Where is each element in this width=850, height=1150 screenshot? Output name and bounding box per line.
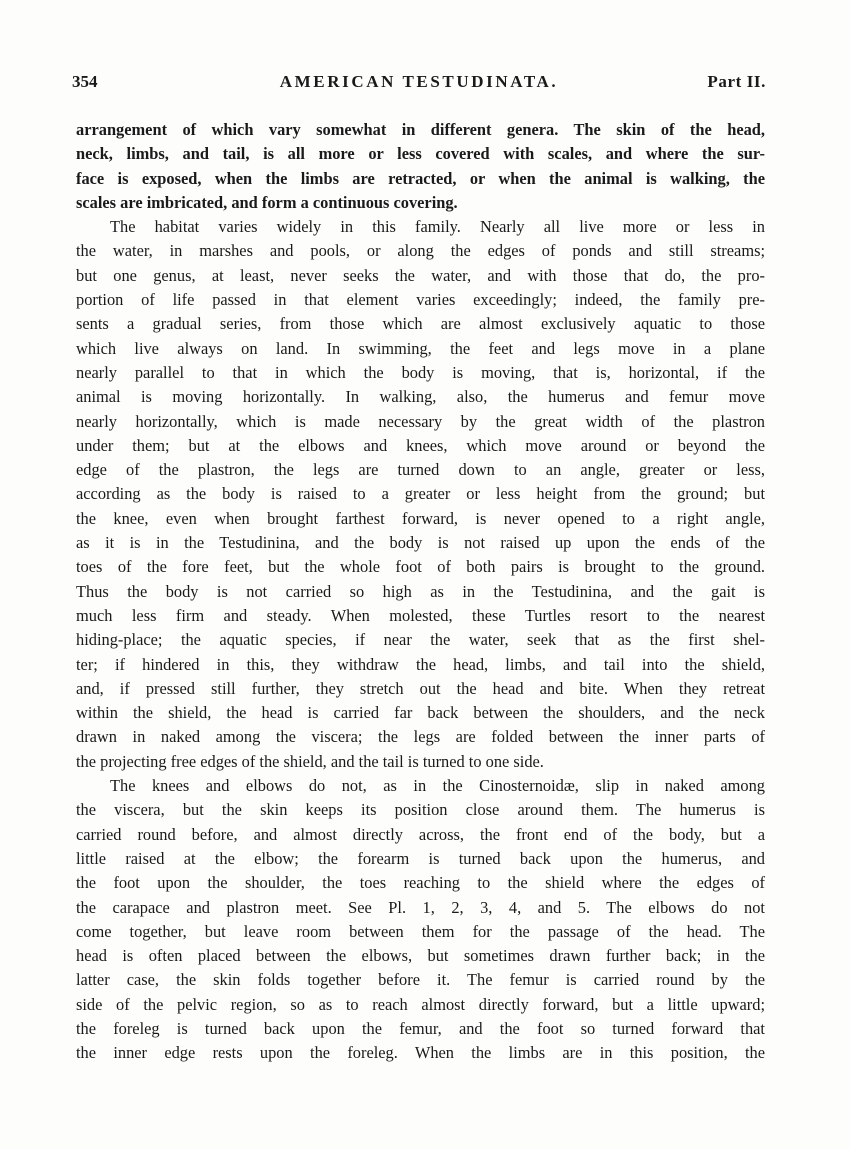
text-line: sents a gradual series, from those which are almost exclusively aquatic to those: [76, 314, 765, 334]
text-line: the water, in marshes and pools, or along the edges of ponds and still streams;: [76, 241, 765, 261]
running-head: [72, 72, 766, 98]
part-label: Part II.: [707, 72, 766, 91]
text-line: but one genus, at least, never seeks the water, and with those that do, the pro-: [76, 265, 765, 285]
text-line: the projecting free edges of the shield, and the tail is turned to one side.: [76, 751, 544, 771]
text-line: come together, but leave room between them for the passage of the head. The: [76, 921, 765, 941]
text-line: ter; if hindered in this, they withdraw the head, limbs, and tail into the shield,: [76, 654, 765, 674]
text-line: the viscera, but the skin keeps its position close around them. The humerus is: [76, 800, 765, 820]
text-line: the inner edge rests upon the foreleg. When the limbs are in this position, the: [76, 1043, 765, 1063]
text-line: much less firm and steady. When molested, these Turtles resort to the nearest: [76, 605, 765, 625]
text-line: face is exposed, when the limbs are retracted, or when the animal is walking, the: [76, 168, 765, 188]
text-line: The habitat varies widely in this family. Nearly all live more or less in: [110, 217, 765, 237]
text-line: side of the pelvic region, so as to reach almost directly forward, but a little upward;: [76, 994, 765, 1014]
text-line: portion of life passed in that element varies exceedingly; indeed, the family pre-: [76, 290, 765, 310]
text-line: scales are imbricated, and form a continuous covering.: [76, 192, 458, 212]
text-line: animal is moving horizontally. In walking, also, the humerus and femur move: [76, 387, 765, 407]
text-line: head is often placed between the elbows, but sometimes drawn further back; in the: [76, 946, 765, 966]
text-line: hiding-place; the aquatic species, if near the water, seek that as the first shel-: [76, 630, 765, 650]
paragraph-1: [76, 118, 765, 215]
text-line: the knee, even when brought farthest forward, is never opened to a right angle,: [76, 508, 765, 528]
running-title: AMERICAN TESTUDINATA.: [279, 72, 559, 91]
text-line: toes of the fore feet, but the whole foot of both pairs is brought to the ground.: [76, 557, 765, 577]
text-line: The knees and elbows do not, as in the Cinosternoidæ, slip in naked among: [110, 776, 765, 796]
text-line: latter case, the skin folds together before it. The femur is carried round by the: [76, 970, 765, 990]
text-line: carried round before, and almost directly across, the front end of the body, but a: [76, 824, 765, 844]
text-line: the foreleg is turned back upon the femur, and the foot so turned forward that: [76, 1018, 765, 1038]
text-line: nearly parallel to that in which the body is moving, that is, horizontal, if the: [76, 362, 765, 382]
text-line: according as the body is raised to a greater or less height from the ground; but: [76, 484, 765, 504]
text-line: the carapace and plastron meet. See Pl. 1, 2, 3, 4, and 5. The elbows do not: [76, 897, 765, 917]
page-number: 354: [72, 72, 98, 91]
body-text: [76, 118, 765, 1066]
text-line: neck, limbs, and tail, is all more or less covered with scales, and where the sur-: [76, 144, 765, 164]
text-line: Thus the body is not carried so high as in the Testudinina, and the gait is: [76, 581, 765, 601]
text-line: little raised at the elbow; the forearm is turned back upon the humerus, and: [76, 848, 765, 868]
text-line: under them; but at the elbows and knees, which move around or beyond the: [76, 435, 765, 455]
text-line: nearly horizontally, which is made necessary by the great width of the plastron: [76, 411, 765, 431]
paragraph-3: [76, 774, 765, 1066]
text-line: as it is in the Testudinina, and the body is not raised up upon the ends of the: [76, 533, 765, 553]
text-line: which live always on land. In swimming, the feet and legs move in a plane: [76, 338, 765, 358]
text-line: edge of the plastron, the legs are turned down to an angle, greater or less,: [76, 460, 765, 480]
paragraph-2: [76, 215, 765, 774]
text-line: within the shield, the head is carried far back between the shoulders, and the neck: [76, 703, 765, 723]
text-line: and, if pressed still further, they stretch out the head and bite. When they retreat: [76, 678, 765, 698]
text-line: the foot upon the shoulder, the toes reaching to the shield where the edges of: [76, 873, 765, 893]
text-line: arrangement of which vary somewhat in different genera. The skin of the head,: [76, 120, 765, 139]
text-line: drawn in naked among the viscera; the legs are folded between the inner parts of: [76, 727, 765, 747]
